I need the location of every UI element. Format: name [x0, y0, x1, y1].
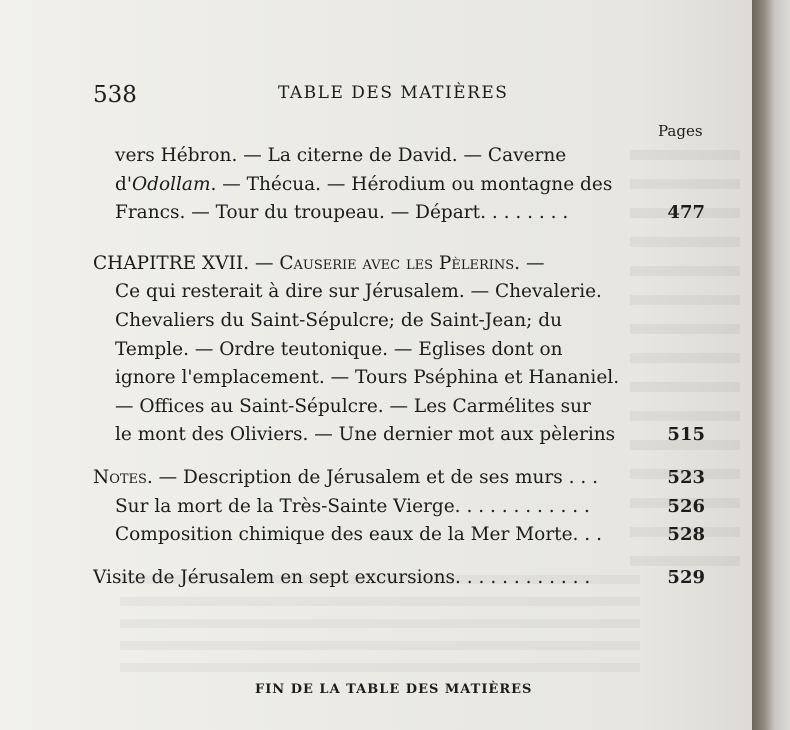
entry-line: le mont des Oliviers. — Une dernier mot aux pèlerins 515: [93, 421, 705, 450]
entry-line: Visite de Jérusalem en sept excursions. . . . . . . . . . . . 529: [93, 564, 705, 593]
chapter-title: Causerie avec les Pèlerins.: [279, 252, 521, 274]
chapter-number: CHAPITRE XVII.: [93, 252, 250, 274]
chapter-heading: CHAPITRE XVII. — Causerie avec les Pèlerins. —: [93, 252, 545, 274]
page-number: 538: [93, 82, 137, 108]
entry-line: Ce qui resterait à dire sur Jérusalem. — Chevalerie.: [115, 281, 602, 303]
entry-line: ignore l'emplacement. — Tours Pséphina et Hananiel.: [115, 367, 620, 389]
entry-line: vers Hébron. — La citerne de David. — Caverne: [115, 145, 567, 166]
toc-entry-chapter-17: [93, 250, 705, 450]
page-ref: 515: [667, 424, 705, 446]
entry-line: Sur la mort de la Très-Sainte Vierge. . . . . . . . . . . . 526: [93, 493, 705, 522]
running-title: TABLE DES MATIÈRES: [278, 83, 509, 103]
end-of-table-note: FIN DE LA TABLE DES MATIÈRES: [255, 682, 533, 697]
notes-label: Notes.: [93, 466, 153, 488]
entry-line: d'Odollam. — Thécua. — Hérodium ou montagne des: [115, 173, 613, 195]
italic-place-name: Odollam: [131, 173, 211, 195]
book-gutter: [752, 0, 790, 730]
toc-entry-visite: [93, 564, 705, 593]
entry-line: Notes. — Description de Jérusalem et de ses murs . . . 523: [93, 464, 705, 493]
page-ref: 523: [667, 466, 705, 488]
entry-line: Francs. — Tour du troupeau. — Départ. . . . . . . . 477: [93, 199, 705, 228]
page-header: [93, 78, 705, 110]
page-ref: 526: [667, 495, 705, 517]
pages-column-label: Pages: [658, 122, 703, 140]
table-of-contents: [93, 142, 705, 592]
entry-line: Temple. — Ordre teutonique. — Eglises dont on: [115, 338, 563, 360]
page-ref: 529: [667, 566, 705, 588]
page-ref: 477: [667, 202, 705, 224]
page-ref: 528: [667, 524, 705, 546]
toc-entry-notes: [93, 464, 705, 550]
entry-line: Composition chimique des eaux de la Mer Morte. . . 528: [93, 521, 705, 550]
toc-entry-continuation: [93, 142, 705, 228]
entry-line: Chevaliers du Saint-Sépulcre; de Saint-Jean; du: [115, 309, 562, 331]
entry-line: — Offices au Saint-Sépulcre. — Les Carmélites sur: [115, 395, 591, 417]
